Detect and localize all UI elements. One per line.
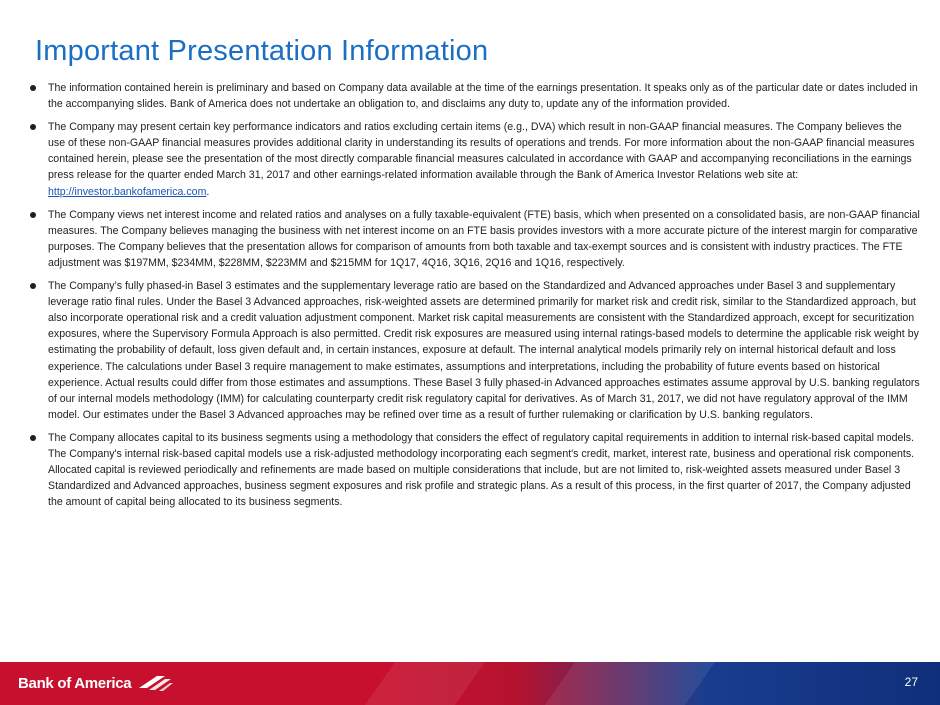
footer-bar [0, 662, 940, 705]
bullet-text: The information contained herein is preliminary and based on Company data available at the time of the earnings presentation. It speaks only as of the particular date or dates included in the accompanying slides. Bank of America does not undertake an obligation to, and disclaims any duty to, update any of the information provided. [48, 82, 918, 111]
bullet-dot-icon [30, 435, 36, 441]
bullet-item [30, 80, 920, 112]
bullet-dot-icon [30, 124, 36, 130]
bullet-text-end: . [206, 185, 210, 198]
bullet-text: The Company may present certain key performance indicators and ratios excluding certain items (e.g., DVA) which result in non-GAAP financial measures. The Company believes the use of these non-GAAP financial measures provides additional clarity in understanding its results of operations and trends. For more information about the non-GAAP financial measures contained herein, please see the presentation of the most directly comparable financial measures calculated in accordance with GAAP and accompanying reconciliations in the earnings press release for the quarter ended March 31, 2017 and other earnings-related information available through the Bank of America Investor Relations web site at: [48, 121, 915, 182]
page-title: Important Presentation Information [35, 35, 489, 68]
bullet-dot-icon [30, 283, 36, 289]
bullet-item [30, 119, 920, 199]
bullet-dot-icon [30, 212, 36, 218]
page-number: 27 [904, 675, 918, 689]
bank-of-america-logo [18, 674, 173, 692]
bullet-item [30, 207, 920, 271]
bullet-text: The Company’s fully phased-in Basel 3 estimates and the supplementary leverage ratio are based on the Standardized and Advanced approaches under Basel 3 and supplementary leverage ratio final rules. Under the Basel 3 Advanced approaches, risk-weighted assets are determined primarily for market risk and credit risk, similar to the Standardized approach, but also incorporate operational risk and a credit valuation adjustment component. Market risk capital measurements are consistent with the Standardized approach, except for securitization exposures, where the Supervisory Formula Approach is also permitted. Credit risk exposures are measured using internal ratings-based models to determine the applicable risk weight by estimating the probability of default, loss given default and, in certain instances, exposure at default. The internal analytical models primarily rely on internal historical default and loss experience. The calculations under Basel 3 require management to make estimates, assumptions and interpretations, including the probability of future events based on historical experience. Actual results could differ from those estimates and assumptions. These Basel 3 fully phased-in Advanced approaches estimates assume approval by U.S. banking regulators of our internal models methodology (IMM) for calculating counterparty credit risk regulatory capital for derivatives. As of March 31, 2017, we did not have regulatory approval of the IMM model. Our estimates under the Basel 3 Advanced approaches may be refined over time as a result of further rulemaking or clarification by U.S. banking regulators. [48, 280, 920, 421]
bullet-text: The Company views net interest income and related ratios and analyses on a fully taxable-equivalent (FTE) basis, which when presented on a consolidated basis, are non-GAAP financial measures. The Company believes managing the business with net interest income on an FTE basis provides investors with a more accurate picture of the interest margin for comparative purposes. The Company believes that the presentation allows for comparison of amounts from both taxable and tax-exempt sources and is consistent with industry practices. The FTE adjustment was $197MM, $234MM, $228MM, $223MM and $215MM for 1Q17, 4Q16, 3Q16, 2Q16 and 1Q16, respectively. [48, 208, 920, 269]
investor-relations-link[interactable]: http://investor.bankofamerica.com [48, 185, 207, 198]
bullet-list [30, 80, 920, 517]
bullet-item [30, 278, 920, 423]
footer-decoration [545, 662, 715, 705]
bullet-item [30, 430, 920, 510]
logo-text: Bank of America [18, 674, 132, 692]
bullet-text: The Company allocates capital to its business segments using a methodology that considers the effect of regulatory capital requirements in addition to internal risk-based capital models. The Company's internal risk-based capital models use a risk-adjusted methodology incorporating each segment's credit, market, interest rate, business and operational risk components. Allocated capital is reviewed periodically and refinements are made based on multiple considerations that include, but are not limited to, risk-weighted assets measured under Basel 3 Standardized and Advanced approaches, business segment exposures and risk profile and strategic plans. As a result of this process, in the first quarter of 2017, the Company adjusted the amount of capital being allocated to its business segments. [48, 431, 915, 509]
flag-icon [137, 674, 173, 692]
bullet-dot-icon [30, 85, 36, 91]
footer-decoration [365, 662, 485, 705]
